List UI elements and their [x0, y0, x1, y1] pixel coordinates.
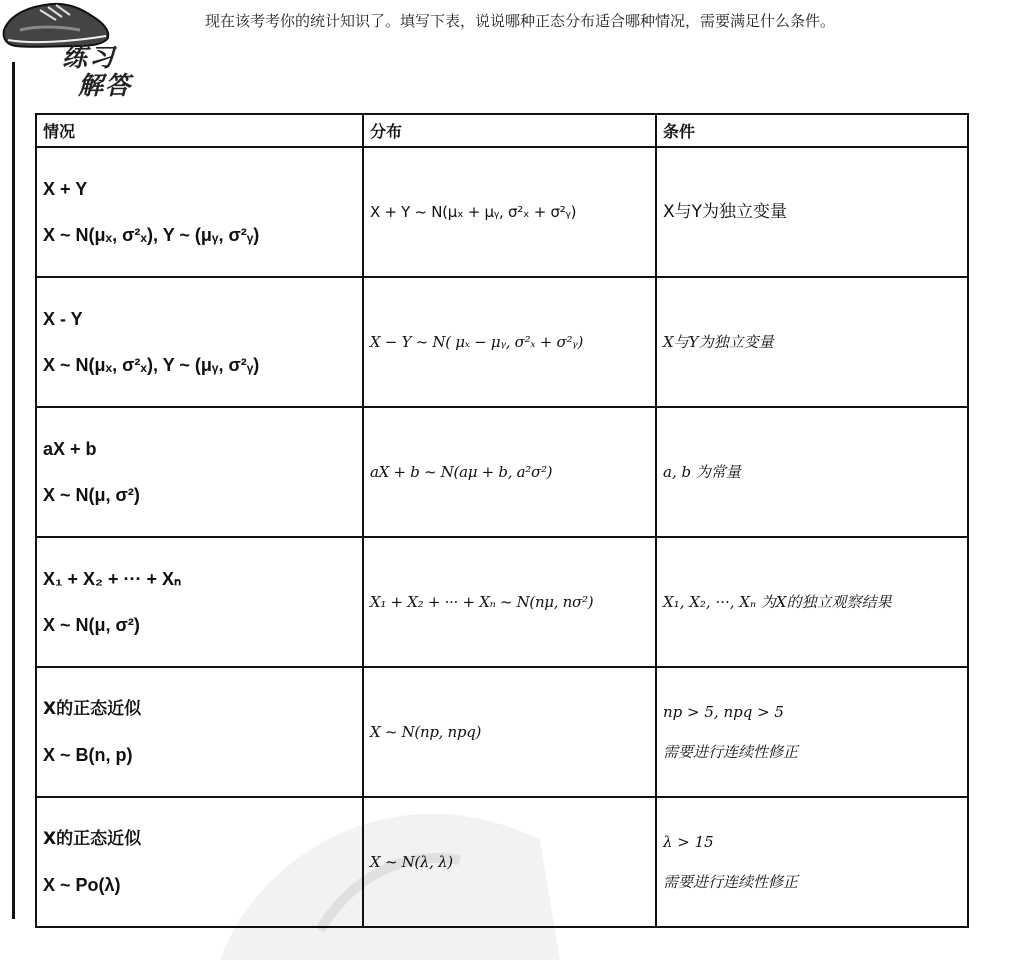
- situation-cell: [36, 667, 363, 797]
- distribution-formula: X ~ N(np, npq): [370, 723, 482, 741]
- distribution-cell: [363, 667, 656, 797]
- situation-assumption: X ~ N(μ, σ²): [43, 485, 140, 505]
- table-header-row: [36, 114, 968, 147]
- distribution-formula: X ~ N(λ, λ): [370, 853, 453, 871]
- column-header-conditions: 条件: [656, 114, 968, 147]
- situation-cell: [36, 797, 363, 927]
- instructions-text: 现在该考考你的统计知识了。填写下表，说说哪种正态分布适合哪种情况，需要满足什么条件。: [205, 12, 836, 30]
- situation-expression: X + Y: [43, 179, 88, 199]
- table-row: [36, 537, 968, 667]
- distribution-formula: X + Y ~ N(μₓ + μᵧ, σ²ₓ + σ²ᵧ): [370, 203, 577, 221]
- conditions-cell: [656, 797, 968, 927]
- condition-text: X与Y为独立变量: [663, 202, 788, 222]
- situation-expression: X - Y: [43, 309, 83, 329]
- situation-cell: [36, 147, 363, 277]
- situation-assumption: X ~ N(μ, σ²): [43, 615, 140, 635]
- situation-cell: [36, 537, 363, 667]
- condition-text: X与Y为独立变量: [663, 333, 774, 351]
- conditions-cell: [656, 537, 968, 667]
- conditions-cell: [656, 277, 968, 407]
- condition-text: 需要进行连续性修正: [663, 873, 799, 891]
- situation-assumption: X ~ N(μₓ, σ²ₓ), Y ~ (μᵧ, σ²ᵧ): [43, 355, 260, 375]
- left-margin-rule: [12, 62, 15, 919]
- condition-text: 需要进行连续性修正: [663, 743, 799, 761]
- table-row: [36, 147, 968, 277]
- conditions-cell: [656, 667, 968, 797]
- distribution-cell: [363, 797, 656, 927]
- situation-assumption: X ~ N(μₓ, σ²ₓ), Y ~ (μᵧ, σ²ᵧ): [43, 225, 260, 245]
- condition-text: λ > 15: [663, 833, 714, 851]
- badge-line-exercise: 练习: [62, 43, 117, 72]
- situation-expression: X的正态近似: [43, 829, 142, 849]
- distribution-formula: X₁ + X₂ + ··· + Xₙ ~ N(nμ, nσ²): [370, 593, 594, 611]
- column-header-situation: 情况: [36, 114, 363, 147]
- condition-text: a, b 为常量: [663, 463, 741, 481]
- table-row: [36, 667, 968, 797]
- situation-expression: X的正态近似: [43, 699, 142, 719]
- exercise-answer-badge: [62, 44, 152, 100]
- conditions-cell: [656, 147, 968, 277]
- condition-text: X₁, X₂, ···, Xₙ 为X的独立观察结果: [663, 593, 892, 611]
- conditions-cell: [656, 407, 968, 537]
- distribution-formula: aX + b ~ N(aμ + b, a²σ²): [370, 463, 553, 481]
- situation-assumption: X ~ B(n, p): [43, 745, 133, 765]
- distribution-cell: [363, 407, 656, 537]
- badge-line-answer: 解答: [78, 71, 133, 100]
- condition-text: np > 5, npq > 5: [663, 703, 784, 721]
- situation-expression: aX + b: [43, 439, 97, 459]
- situation-assumption: X ~ Po(λ): [43, 875, 121, 895]
- table-row: [36, 797, 968, 927]
- situation-expression: X₁ + X₂ + ··· + Xₙ: [43, 569, 182, 589]
- table-row: [36, 277, 968, 407]
- situation-cell: [36, 277, 363, 407]
- distribution-formula: X − Y ~ N( μₓ − μᵧ, σ²ₓ + σ²ᵧ): [370, 333, 584, 351]
- column-header-distribution: 分布: [363, 114, 656, 147]
- table-row: [36, 407, 968, 537]
- normal-distribution-table: [35, 113, 969, 928]
- situation-cell: [36, 407, 363, 537]
- distribution-cell: [363, 537, 656, 667]
- distribution-cell: [363, 147, 656, 277]
- distribution-cell: [363, 277, 656, 407]
